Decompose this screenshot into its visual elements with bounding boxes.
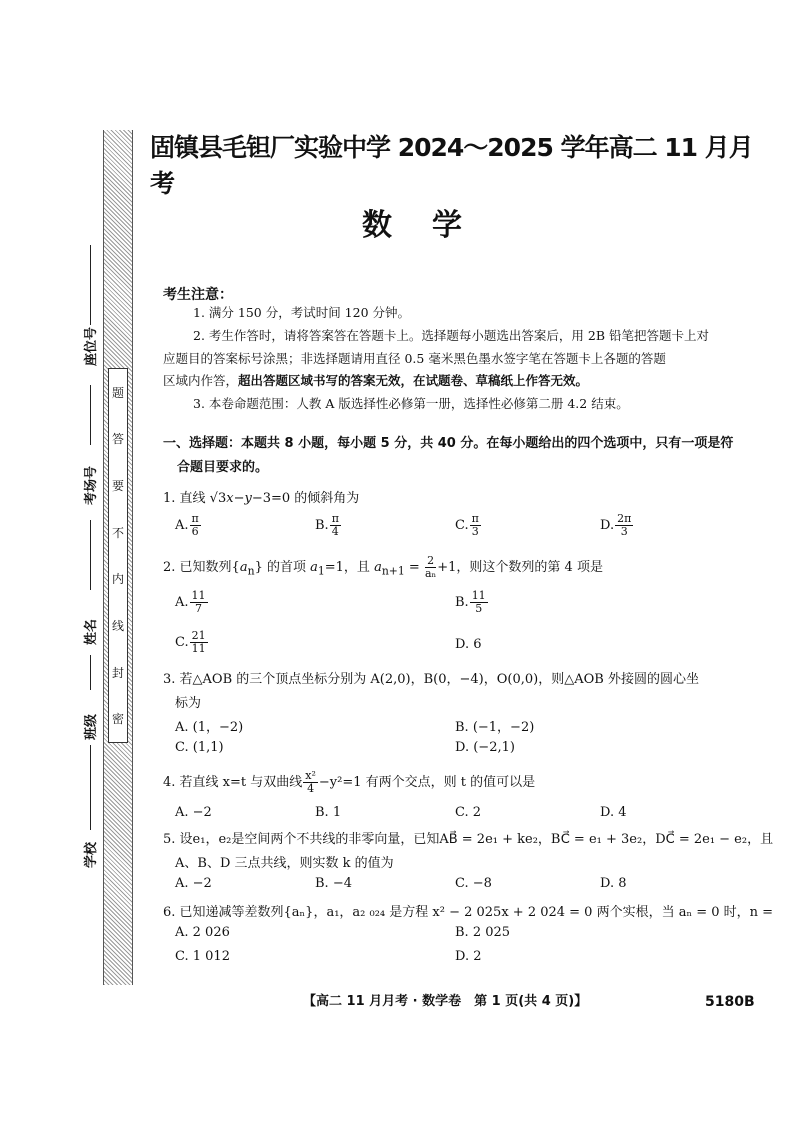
- seal-char: 题: [111, 385, 124, 400]
- q5-option-d: D. 8: [600, 876, 627, 891]
- notice-heading: 考生注意：: [163, 287, 233, 303]
- q3-option-b: B. (−1，−2): [455, 720, 535, 735]
- seal-char: 要: [111, 479, 124, 494]
- exam-title: 固镇县毛钽厂实验中学 2024～2025 学年高二 11 月月考: [150, 133, 753, 198]
- q2-option-c: C. $\frac{21}{11}$: [175, 629, 206, 655]
- exam-room-line: [90, 520, 91, 590]
- q6-option-b: B. 2 025: [455, 925, 511, 940]
- q1-option-d: D. $\frac{2\pi}{3}$: [600, 512, 632, 538]
- q6-option-c: C. 1 012: [175, 949, 230, 964]
- notice-item: 2. 考生作答时，请将答案答在答题卡上。选择题每小题选出答案后，用 2B 铅笔把答题卡上对: [193, 328, 709, 343]
- q1-option-c: C. $\frac{\pi}{3}$: [455, 512, 479, 538]
- q4-option-c: C. 2: [455, 805, 482, 820]
- notice-item: 1. 满分 150 分，考试时间 120 分钟。: [193, 305, 411, 320]
- section-line: 合题目要求的。: [177, 460, 269, 475]
- q3-option-d: D. (−2,1): [455, 740, 515, 755]
- question-5: 5. 设e₁，e₂是空间两个不共线的非零向量，已知AB⃗ = 2e₁ + ke₂，BC⃗ = e₁ + 3e₂，DC⃗ = 2e₁ − e₂，且: [163, 832, 774, 847]
- question-1: 1. 直线 √3x−y−3=0 的倾斜角为: [163, 491, 360, 506]
- q4-option-d: D. 4: [600, 805, 627, 820]
- notice-item-line: [163, 370, 763, 392]
- q3-option-c: C. (1,1): [175, 740, 224, 755]
- seal-line-box: [108, 368, 128, 743]
- q2-option-a: A. $\frac{11}{7}$: [175, 589, 206, 615]
- q1-option-b: B. $\frac{\pi}{4}$: [315, 512, 339, 538]
- seal-char: 线: [111, 618, 124, 633]
- q5-option-a: A. −2: [175, 876, 212, 891]
- question-3-cont: 标为: [175, 696, 202, 711]
- q2-option-b: B. $\frac{11}{5}$: [455, 589, 486, 615]
- question-2: 2. 已知数列$\{a_n\}$ 的首项 $a_1=1$，且 $a_{n+1}$ = $\frac{2}{\text{aₙ}}$ +1，则这个数列的第 4 项是: [163, 554, 603, 580]
- class-line: [90, 745, 91, 830]
- notice-emphasis: 超出答题区域书写的答案无效，在试题卷、草稿纸上作答无效。: [238, 373, 589, 388]
- question-5-cont: A、B、D 三点共线，则实数 k 的值为: [175, 856, 394, 871]
- q4-option-b: B. 1: [315, 805, 342, 820]
- q5-option-b: B. −4: [315, 876, 352, 891]
- section-heading: [163, 432, 753, 480]
- name-line: [90, 655, 91, 690]
- q6-option-d: D. 2: [455, 949, 482, 964]
- seal-char: 答: [111, 432, 124, 447]
- q1-option-a: A. $\frac{\pi}{6}$: [175, 512, 199, 538]
- q5-option-c: C. −8: [455, 876, 492, 891]
- question-4: 4. 若直线 x=t 与双曲线 $\frac{\text{x²}}{4}$ −y²=1 有两个交点，则 t 的值可以是: [163, 769, 536, 795]
- seat-number-line-2: [90, 385, 91, 445]
- question-3: 3. 若△AOB 的三个顶点坐标分别为 A(2,0)，B(0，−4)，O(0,0)，则△AOB 外接圆的圆心坐: [163, 672, 699, 687]
- seal-char: 封: [111, 665, 124, 680]
- q4-option-a: A. −2: [175, 805, 212, 820]
- seal-char: 密: [111, 712, 124, 727]
- paper-code: 5180B: [705, 994, 755, 1010]
- page-footer: 【高二 11 月月考 · 数学卷 第 1 页(共 4 页)】: [303, 994, 588, 1009]
- notice-item: 3. 本卷命题范围：人教 A 版选择性必修第一册，选择性必修第二册 4.2 结束。: [193, 396, 629, 411]
- section-line: 一、选择题：本题共 8 小题，每小题 5 分，共 40 分。在每小题给出的四个选项中，只有一项是符: [163, 436, 734, 451]
- subject-title: 数学: [362, 208, 502, 243]
- q6-option-a: A. 2 026: [175, 925, 230, 940]
- seal-char: 不: [111, 525, 124, 540]
- q2-option-d: D. 6: [455, 637, 482, 652]
- notice-text: 区域内作答，: [163, 373, 239, 388]
- q3-option-a: A. (1，−2): [175, 720, 244, 735]
- notice-item: 应题目的答案标号涂黑；非选择题请用直径 0.5 毫米黑色墨水签字笔在答题卡上各题的答题: [163, 351, 666, 366]
- seat-number-line: [90, 245, 91, 325]
- seal-char: 内: [111, 572, 124, 587]
- question-6: 6. 已知递减等差数列{aₙ}，a₁，a₂ ₀₂₄ 是方程 x² − 2 025x + 2 024 = 0 两个实根，当 aₙ = 0 时，n =: [163, 905, 774, 920]
